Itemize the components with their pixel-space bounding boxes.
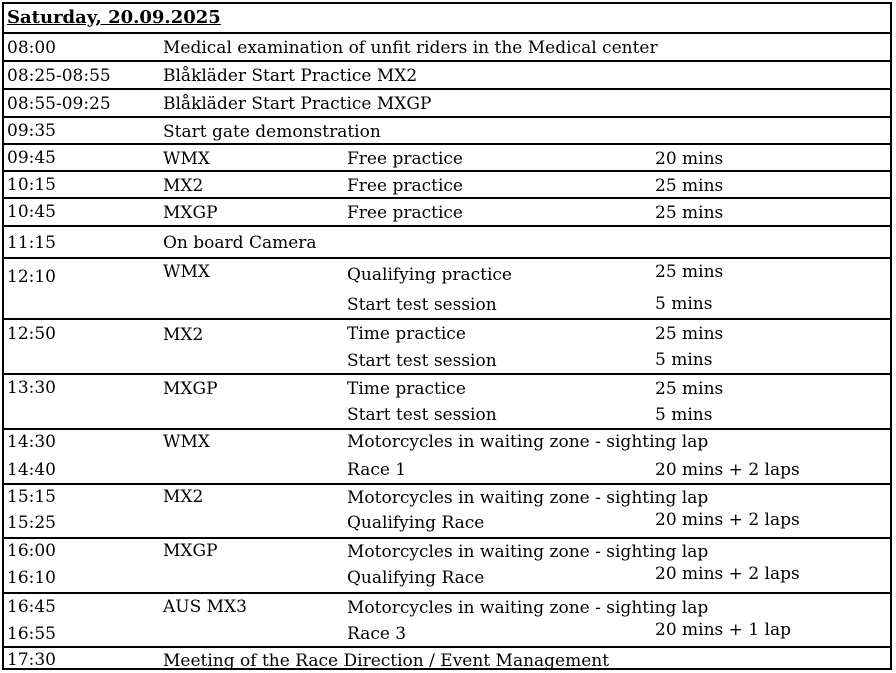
row-class: WMX bbox=[163, 432, 210, 452]
row-activity: Free practice bbox=[347, 176, 463, 196]
row-description: Meeting of the Race Direction / Event Management bbox=[163, 651, 610, 671]
row-duration-2: 20 mins + 1 lap bbox=[655, 620, 791, 640]
schedule-header bbox=[4, 4, 890, 34]
schedule-row bbox=[4, 485, 890, 539]
row-time-2: 15:25 bbox=[7, 513, 56, 533]
row-time-2: 16:10 bbox=[7, 568, 56, 588]
schedule-row bbox=[4, 172, 890, 199]
row-time: 12:50 bbox=[7, 324, 56, 344]
schedule-row bbox=[4, 90, 890, 118]
row-time: 11:15 bbox=[7, 233, 56, 253]
row-time: 16:45 bbox=[7, 597, 56, 617]
row-duration-2: 5 mins bbox=[655, 405, 713, 425]
row-activity: Qualifying practice bbox=[347, 265, 512, 285]
row-time: 10:15 bbox=[7, 175, 56, 195]
row-activity-2: Start test session bbox=[347, 405, 497, 425]
row-class: MX2 bbox=[163, 487, 204, 507]
row-time: 16:00 bbox=[7, 541, 56, 561]
row-activity: Motorcycles in waiting zone - sighting lap bbox=[347, 432, 709, 452]
row-duration-2: 20 mins + 2 laps bbox=[655, 564, 800, 584]
row-description: Start gate demonstration bbox=[163, 122, 381, 142]
row-duration: 20 mins bbox=[655, 149, 724, 169]
row-activity-2: Race 1 bbox=[347, 460, 407, 480]
row-activity-2: Race 3 bbox=[347, 624, 407, 644]
row-class: WMX bbox=[163, 262, 210, 282]
schedule-row bbox=[4, 430, 890, 485]
row-activity-2: Start test session bbox=[347, 351, 497, 371]
schedule-row bbox=[4, 539, 890, 594]
row-duration-2: 5 mins bbox=[655, 294, 713, 314]
row-time: 08:00 bbox=[7, 38, 56, 58]
schedule-row bbox=[4, 227, 890, 259]
row-time: 12:10 bbox=[7, 267, 56, 287]
row-time: 08:25-08:55 bbox=[7, 66, 111, 86]
row-time: 10:45 bbox=[7, 202, 56, 222]
row-duration-2: 20 mins + 2 laps bbox=[655, 510, 800, 530]
row-time: 14:30 bbox=[7, 432, 56, 452]
row-class: MXGP bbox=[163, 379, 218, 399]
row-class: MXGP bbox=[163, 203, 218, 223]
row-class: MX2 bbox=[163, 176, 204, 196]
row-time: 09:35 bbox=[7, 121, 56, 141]
row-activity: Motorcycles in waiting zone - sighting lap bbox=[347, 542, 709, 562]
schedule-row bbox=[4, 145, 890, 172]
row-activity-2: Qualifying Race bbox=[347, 568, 485, 588]
row-duration-2: 20 mins + 2 laps bbox=[655, 460, 800, 480]
row-activity: Time practice bbox=[347, 379, 466, 399]
row-duration: 25 mins bbox=[655, 379, 724, 399]
schedule-row bbox=[4, 34, 890, 62]
row-duration: 25 mins bbox=[655, 176, 724, 196]
row-activity: Motorcycles in waiting zone - sighting lap bbox=[347, 488, 709, 508]
row-description: Medical examination of unfit riders in the Medical center bbox=[163, 38, 658, 58]
schedule-row bbox=[4, 375, 890, 430]
row-activity: Motorcycles in waiting zone - sighting lap bbox=[347, 598, 709, 618]
row-class: MXGP bbox=[163, 541, 218, 561]
row-time-2: 14:40 bbox=[7, 460, 56, 480]
row-activity: Free practice bbox=[347, 149, 463, 169]
row-time: 17:30 bbox=[7, 650, 56, 670]
row-class: WMX bbox=[163, 149, 210, 169]
row-description: Blåkläder Start Practice MXGP bbox=[163, 94, 432, 114]
row-class: MX2 bbox=[163, 325, 204, 345]
row-time: 15:15 bbox=[7, 487, 56, 507]
schedule-row bbox=[4, 320, 890, 375]
schedule-row bbox=[4, 648, 890, 672]
row-description: Blåkläder Start Practice MX2 bbox=[163, 66, 418, 86]
row-duration-2: 5 mins bbox=[655, 350, 713, 370]
row-duration: 25 mins bbox=[655, 203, 724, 223]
row-time-2: 16:55 bbox=[7, 624, 56, 644]
schedule-row bbox=[4, 118, 890, 145]
row-activity: Free practice bbox=[347, 203, 463, 223]
row-description: On board Camera bbox=[163, 233, 317, 253]
row-duration: 25 mins bbox=[655, 324, 724, 344]
schedule-row bbox=[4, 594, 890, 648]
row-time: 08:55-09:25 bbox=[7, 94, 111, 114]
schedule-row bbox=[4, 62, 890, 90]
row-activity-2: Start test session bbox=[347, 295, 497, 315]
row-activity-2: Qualifying Race bbox=[347, 513, 485, 533]
date-heading: Saturday, 20.09.2025 bbox=[7, 7, 221, 28]
schedule-row bbox=[4, 259, 890, 320]
row-duration: 25 mins bbox=[655, 262, 724, 282]
row-time: 13:30 bbox=[7, 378, 56, 398]
row-activity: Time practice bbox=[347, 324, 466, 344]
row-time: 09:45 bbox=[7, 148, 56, 168]
schedule-row bbox=[4, 199, 890, 227]
schedule-table bbox=[2, 2, 892, 670]
row-class: AUS MX3 bbox=[163, 597, 247, 617]
